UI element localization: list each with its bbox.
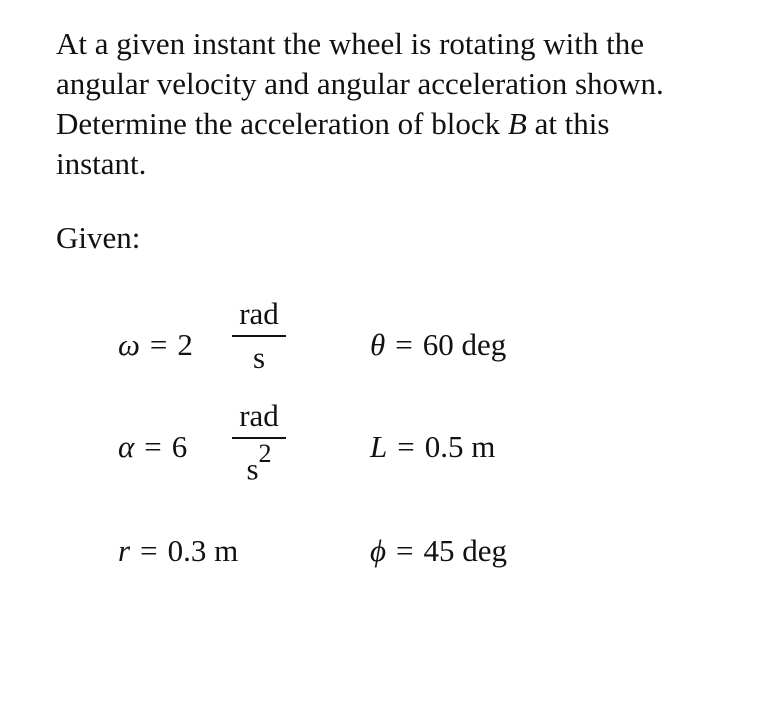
theta-symbol: θ <box>370 327 386 362</box>
L-equation <box>370 429 495 465</box>
omega-equation <box>118 327 193 363</box>
omega-value: 2 <box>177 327 193 362</box>
alpha-symbol: α <box>118 429 135 464</box>
phi-equals: = <box>396 533 414 568</box>
problem-statement <box>56 24 756 184</box>
problem-line-2: angular velocity and angular acceleration shown. <box>56 66 664 101</box>
L-equals: = <box>397 429 415 464</box>
alpha-unit-exponent: 2 <box>258 439 272 468</box>
theta-equals: = <box>395 327 413 362</box>
alpha-equation <box>118 429 187 465</box>
problem-line-4: instant. <box>56 146 147 181</box>
omega-unit-fraction <box>232 297 286 375</box>
r-symbol: r <box>118 533 131 568</box>
alpha-unit-numerator: rad <box>239 398 279 433</box>
block-variable: B <box>507 106 527 141</box>
omega-equals: = <box>149 327 168 362</box>
problem-line-3-end: at this <box>526 106 610 141</box>
given-heading: Given: <box>56 220 141 255</box>
omega-unit-denominator: s <box>252 340 266 375</box>
phi-value: 45 deg <box>423 533 508 568</box>
problem-line-3-start: Determine the acceleration of block <box>56 106 508 141</box>
problem-line-1: At a given instant the wheel is rotating with the <box>56 26 645 61</box>
r-value: 0.3 m <box>167 533 239 568</box>
alpha-unit-denominator-base: s <box>246 451 259 487</box>
r-equals: = <box>140 533 158 568</box>
L-value: 0.5 m <box>424 429 496 464</box>
L-symbol: L <box>370 429 388 464</box>
omega-unit-numerator: rad <box>239 296 279 331</box>
theta-value: 60 deg <box>422 327 507 362</box>
omega-symbol: ω <box>118 327 140 362</box>
problem-line-3 <box>56 104 756 144</box>
r-equation <box>118 533 238 569</box>
alpha-unit-denominator <box>232 439 286 487</box>
alpha-value: 6 <box>171 429 188 464</box>
phi-equation <box>370 533 507 569</box>
alpha-equals: = <box>144 429 162 464</box>
theta-equation <box>370 327 506 363</box>
omega-fraction-bar <box>232 335 286 337</box>
alpha-unit-fraction <box>232 399 286 486</box>
phi-symbol: ϕ <box>370 533 387 568</box>
